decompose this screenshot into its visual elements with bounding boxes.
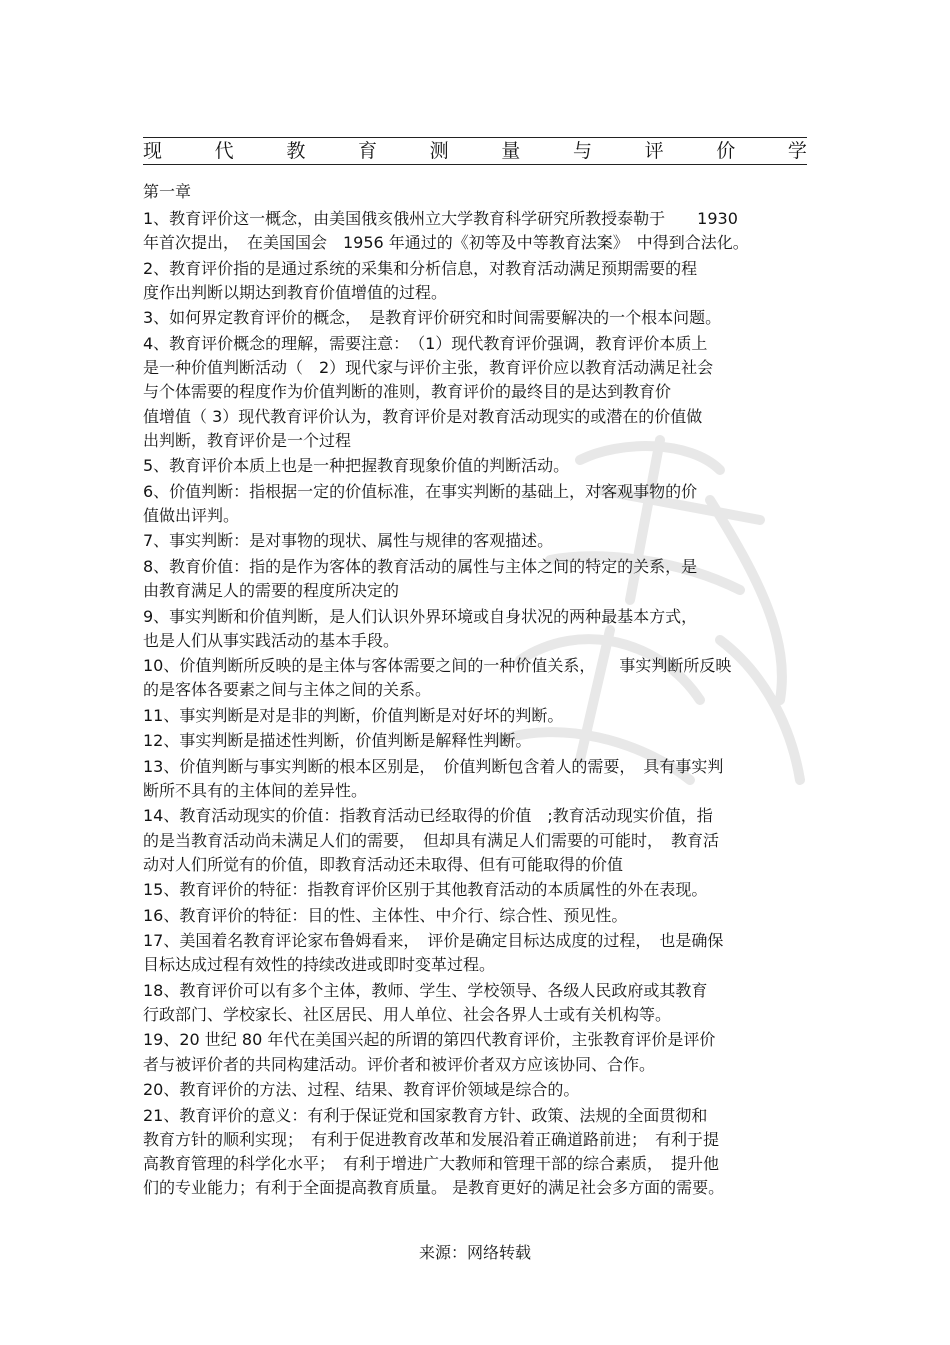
title-char: 育 — [357, 140, 377, 162]
text-line: 出判断，教育评价是一个过程 — [143, 430, 352, 450]
list-item — [143, 654, 813, 703]
list-item — [143, 480, 813, 529]
text-line: 19、20 世纪 80 年代在美国兴起的所谓的第四代教育评价，主张教育评价是评价 — [143, 1030, 716, 1050]
list-item — [143, 1104, 813, 1201]
list-item — [143, 1028, 813, 1077]
text-line: 们的专业能力；有利于全面提高教育质量。 是教育更好的满足社会多方面的需要。 — [143, 1178, 725, 1198]
text-line: 6、价值判断：指根据一定的价值标准，在事实判断的基础上，对客观事物的价 — [143, 481, 698, 501]
text-line: 14、教育活动现实的价值：指教育活动已经取得的价值 ;教育活动现实价值，指 — [143, 806, 713, 826]
list-item — [143, 878, 813, 902]
list-item — [143, 257, 813, 306]
text-line: 与个体需要的程度作为价值判断的准则，教育评价的最终目的是达到教育价 — [143, 382, 672, 402]
document-body — [143, 207, 813, 1202]
text-line: 的是客体各要素之间与主体之间的关系。 — [143, 680, 432, 700]
list-item — [143, 729, 813, 753]
text-line: 是一种价值判断活动（ 2）现代家与评价主张，教育评价应以教育活动满足社会 — [143, 358, 714, 378]
list-item — [143, 555, 813, 604]
text-line: 年首次提出， 在美国国会 1956 年通过的《初等及中等教育法案》 中得到合法化。 — [143, 233, 749, 253]
list-item — [143, 1078, 813, 1102]
text-line: 20、教育评价的方法、过程、结果、教育评价领域是综合的。 — [143, 1080, 580, 1100]
text-line: 13、价值判断与事实判断的根本区别是， 价值判断包含着人的需要， 具有事实判 — [143, 756, 724, 776]
text-line: 9、事实判断和价值判断，是人们认识外界环境或自身状况的两种最基本方式， — [143, 606, 698, 626]
text-line: 4、教育评价概念的理解，需要注意： （1）现代教育评价强调，教育评价本质上 — [143, 333, 708, 353]
text-line: 目标达成过程有效性的持续改进或即时变革过程。 — [143, 955, 496, 975]
list-item — [143, 904, 813, 928]
chapter-heading: 第一章 — [143, 182, 192, 201]
text-line: 10、价值判断所反映的是主体与客体需要之间的一种价值关系， 事实判断所反映 — [143, 656, 732, 676]
text-line: 5、教育评价本质上也是一种把握教育现象价值的判断活动。 — [143, 456, 570, 476]
text-line: 断所不具有的主体间的差异性。 — [143, 780, 368, 800]
list-item — [143, 207, 813, 256]
list-item — [143, 979, 813, 1028]
text-line: 17、美国着名教育评论家布鲁姆看来， 评价是确定目标达成度的过程， 也是确保 — [143, 931, 724, 951]
text-line: 的是当教育活动尚未满足人们的需要， 但却具有满足人们需要的可能时， 教育活 — [143, 830, 720, 850]
text-line: 教育方针的顺利实现； 有利于促进教育改革和发展沿着正确道路前进； 有利于提 — [143, 1129, 720, 1149]
text-line: 值增值（ 3）现代教育评价认为，教育评价是对教育活动现实的或潜在的价值做 — [143, 406, 703, 426]
text-line: 由教育满足人的需要的程度所决定的 — [143, 581, 400, 601]
text-line: 18、教育评价可以有多个主体，教师、学生、学校领导、各级人民政府或其教育 — [143, 980, 708, 1000]
text-line: 动对人们所觉有的价值，即教育活动还未取得、但有可能取得的价值 — [143, 854, 624, 874]
list-item — [143, 929, 813, 978]
list-item — [143, 306, 813, 330]
text-line: 行政部门、学校家长、社区居民、用人单位、社会各界人士或有关机构等。 — [143, 1005, 672, 1025]
list-item — [143, 529, 813, 553]
text-line: 度作出判断以期达到教育价值增值的过程。 — [143, 282, 448, 302]
list-item — [143, 704, 813, 728]
text-line: 者与被评价者的共同构建活动。评价者和被评价者双方应该协同、合作。 — [143, 1054, 656, 1074]
title-char: 评 — [644, 140, 664, 162]
text-line: 也是人们从事实践活动的基本手段。 — [143, 630, 400, 650]
title-char: 与 — [572, 140, 592, 162]
source-note: 来源：网络转载 — [418, 1243, 531, 1262]
list-item — [143, 804, 813, 877]
text-line: 21、教育评价的意义：有利于保证党和国家教育方针、政策、法规的全面贯彻和 — [143, 1105, 708, 1125]
text-line: 16、教育评价的特征：目的性、主体性、中介行、综合性、预见性。 — [143, 905, 628, 925]
text-line: 15、教育评价的特征：指教育评价区别于其他教育活动的本质属性的外在表现。 — [143, 880, 708, 900]
text-line: 1、教育评价这一概念，由美国俄亥俄州立大学教育科学研究所教授泰勒于 1930 — [143, 209, 738, 228]
list-item — [143, 454, 813, 478]
list-item — [143, 605, 813, 654]
text-line: 7、事实判断：是对事物的现状、属性与规律的客观描述。 — [143, 531, 554, 551]
text-line: 高教育管理的科学化水平； 有利于增进广大教师和管理干部的综合素质， 提升他 — [143, 1154, 720, 1174]
title-char: 代 — [214, 140, 234, 162]
text-line: 3、如何界定教育评价的概念， 是教育评价研究和时间需要解决的一个根本问题。 — [143, 308, 722, 328]
list-item — [143, 332, 813, 453]
text-line: 2、教育评价指的是通过系统的采集和分析信息，对教育活动满足预期需要的程 — [143, 258, 698, 278]
text-line: 8、教育价值：指的是作为客体的教育活动的属性与主体之间的特定的关系，是 — [143, 556, 698, 576]
title-char: 量 — [501, 140, 521, 162]
document-title — [143, 137, 807, 165]
title-char: 教 — [286, 140, 306, 162]
text-line: 值做出评判。 — [143, 506, 240, 526]
title-char: 价 — [716, 140, 736, 162]
title-char: 测 — [429, 140, 449, 162]
text-line: 11、事实判断是对是非的判断，价值判断是对好坏的判断。 — [143, 705, 564, 725]
list-item — [143, 755, 813, 804]
title-char: 现 — [143, 140, 163, 162]
text-line: 12、事实判断是描述性判断，价值判断是解释性判断。 — [143, 731, 532, 751]
title-char: 学 — [787, 140, 807, 162]
